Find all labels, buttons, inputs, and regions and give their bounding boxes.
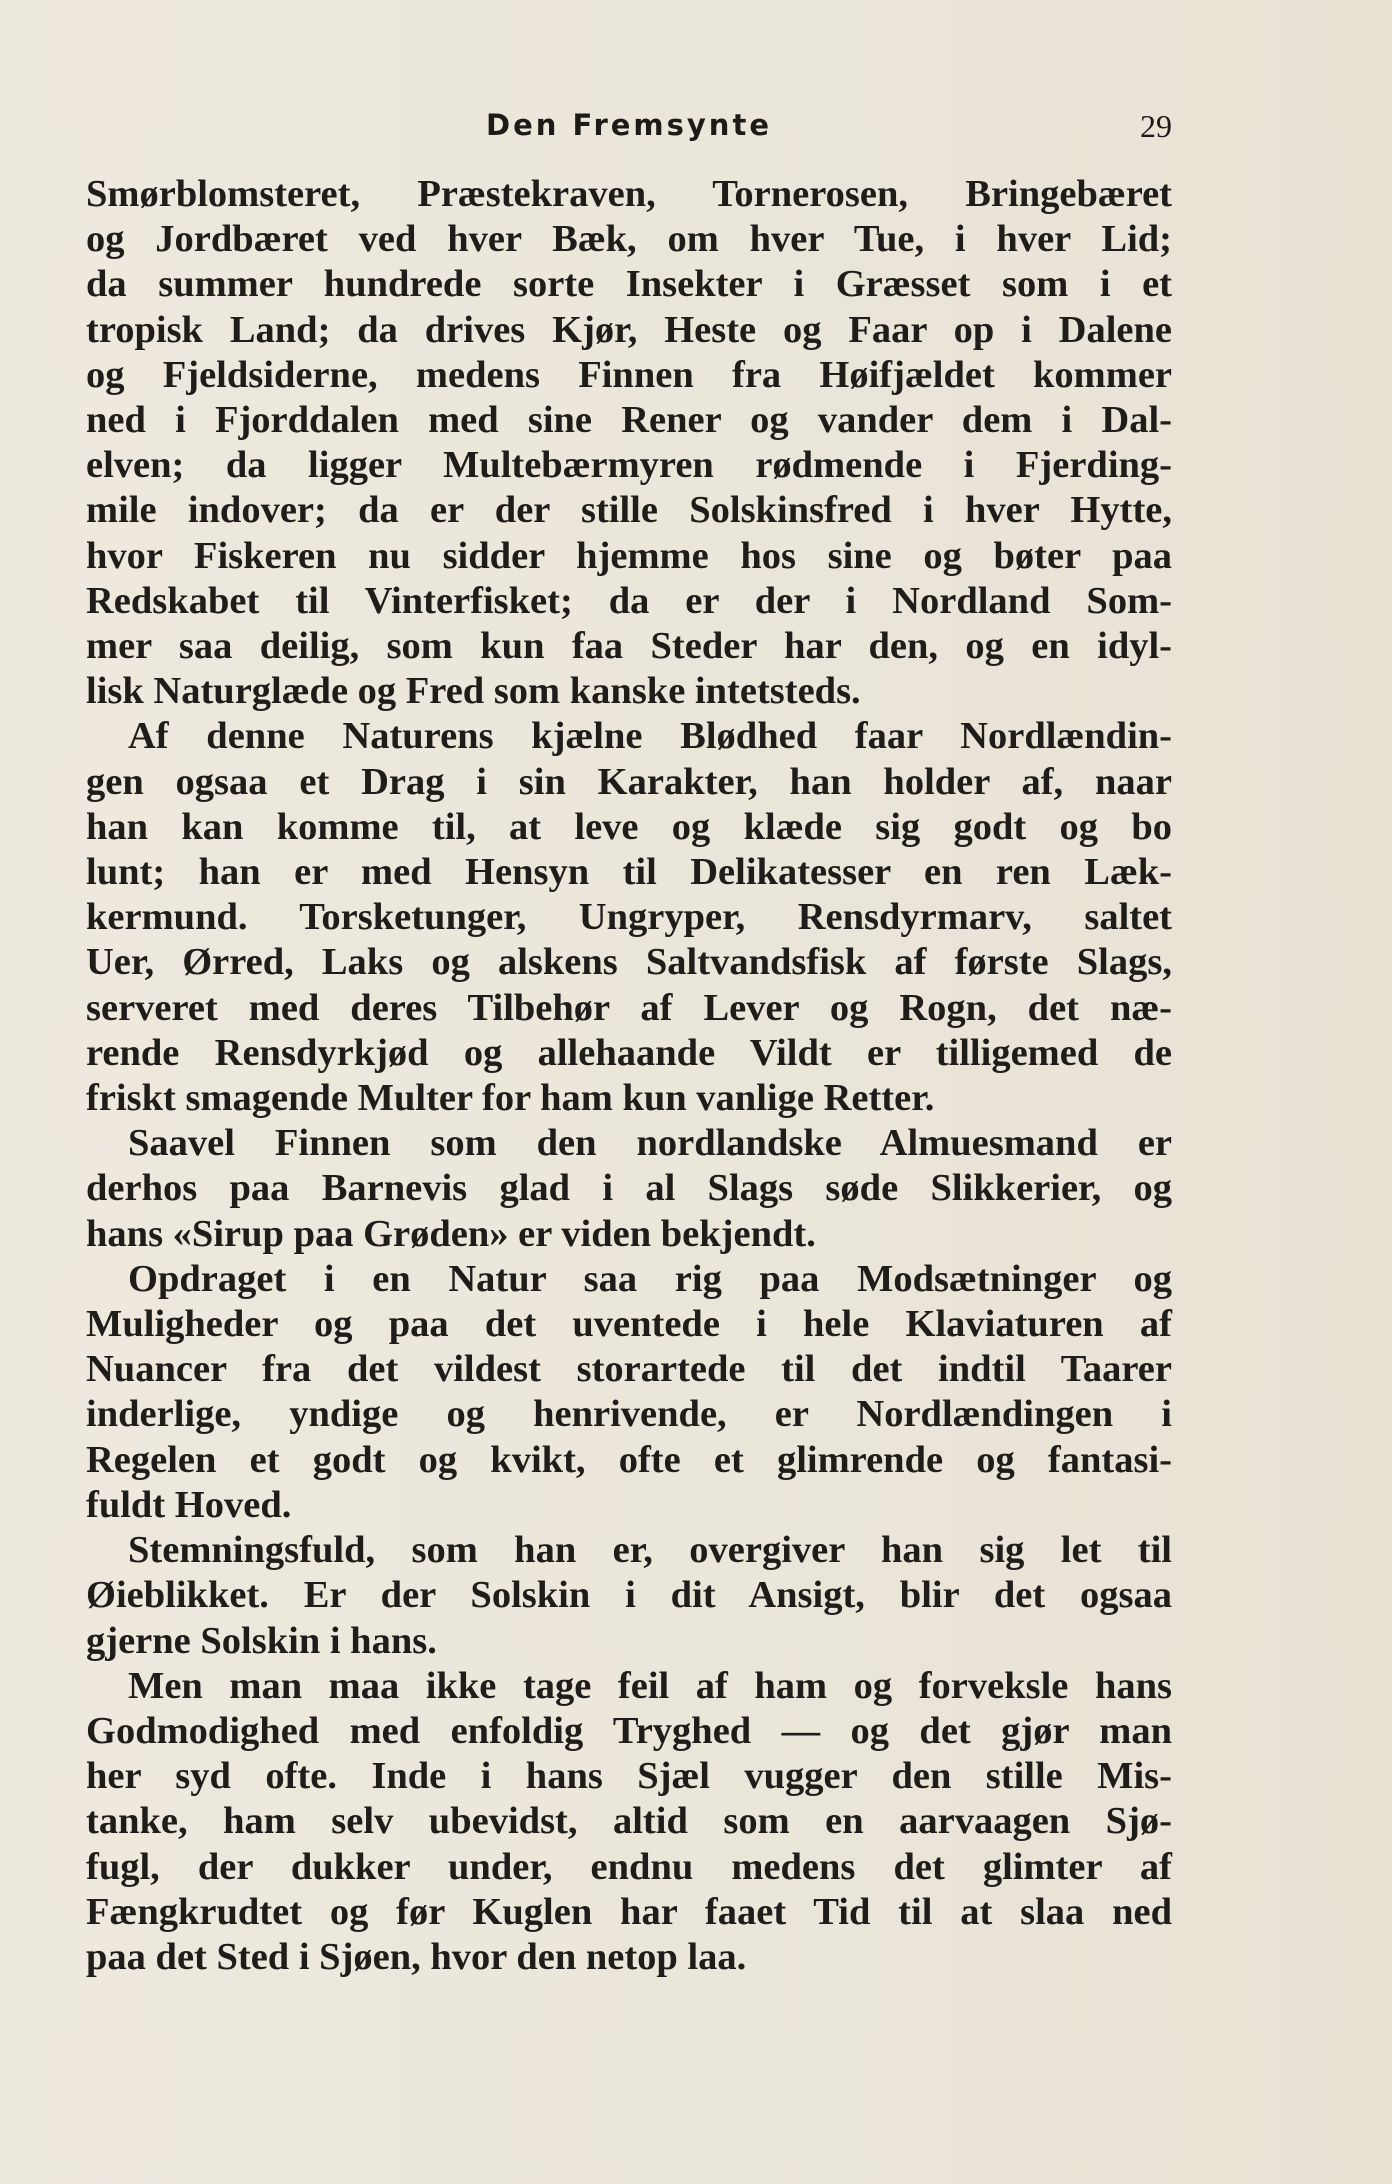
text-line: Smørblomsteret, Præstekraven, Tornerosen, Bringebæret	[86, 173, 1172, 215]
text-line: lunt; han er med Hensyn til Delikatesser en ren Læk-	[86, 851, 1172, 894]
text-line: Af denne Naturens kjælne Blødhed faar Nordlændin-	[128, 715, 1172, 758]
text-line: hvor Fiskeren nu sidder hjemme hos sine og bøter paa	[86, 534, 1172, 577]
text-line: fugl, der dukker under, endnu medens det glimter af	[86, 1845, 1172, 1888]
paragraph	[86, 1664, 1172, 1980]
text-line: og Fjeldsiderne, medens Finnen fra Høifjældet kommer	[86, 353, 1172, 396]
paragraph	[86, 172, 1172, 714]
text-line: kermund. Torsketunger, Ungryper, Rensdyrmarv, saltet	[86, 896, 1172, 939]
text-line: rende Rensdyrkjød og allehaande Vildt er tilligemed de	[86, 1031, 1172, 1074]
paragraph	[86, 714, 1172, 1121]
page-number: 29	[1140, 108, 1172, 144]
text-line: gjerne Solskin i hans.	[86, 1619, 437, 1662]
text-line: her syd ofte. Inde i hans Sjæl vugger den stille Mis-	[86, 1755, 1172, 1798]
paragraph	[86, 1528, 1172, 1664]
body-text	[86, 172, 1172, 1980]
text-line: gen ogsaa et Drag i sin Karakter, han holder af, naar	[86, 760, 1172, 803]
text-line: han kan komme til, at leve og klæde sig godt og bo	[86, 805, 1172, 848]
text-line: derhos paa Barnevis glad i al Slags søde Slikkerier, og	[86, 1167, 1172, 1210]
paragraph	[86, 1121, 1172, 1257]
paragraph	[86, 1257, 1172, 1528]
text-line: Uer, Ørred, Laks og alskens Saltvandsfisk af første Slags,	[86, 941, 1172, 984]
running-title: Den Fremsynte	[486, 108, 772, 142]
text-line: mer saa deilig, som kun faa Steder har den, og en idyl-	[86, 625, 1172, 668]
text-line: tropisk Land; da drives Kjør, Heste og Faar op i Dalene	[86, 308, 1172, 351]
text-line: elven; da ligger Multebærmyren rødmende i Fjerding-	[86, 444, 1172, 487]
text-line: Nuancer fra det vildest storartede til det indtil Taarer	[86, 1348, 1172, 1391]
text-line: friskt smagende Multer for ham kun vanlige Retter.	[86, 1077, 935, 1120]
text-line: lisk Naturglæde og Fred som kanske intetsteds.	[86, 670, 861, 713]
text-line: da summer hundrede sorte Insekter i Græsset som i et	[86, 263, 1172, 306]
text-line: fuldt Hoved.	[86, 1483, 292, 1526]
text-line: Fængkrudtet og før Kuglen har faaet Tid til at slaa ned	[86, 1890, 1172, 1933]
text-line: inderlige, yndige og henrivende, er Nordlændingen i	[86, 1393, 1172, 1436]
text-line: ned i Fjorddalen med sine Rener og vander dem i Dal-	[86, 399, 1172, 442]
running-head	[86, 108, 1172, 148]
text-line: serveret med deres Tilbehør af Lever og Rogn, det næ-	[86, 986, 1172, 1029]
text-line: og Jordbæret ved hver Bæk, om hver Tue, i hver Lid;	[86, 218, 1172, 261]
text-line: Opdraget i en Natur saa rig paa Modsætninger og	[128, 1257, 1172, 1300]
text-line: hans «Sirup paa Grøden» er viden bekjendt.	[86, 1212, 816, 1255]
text-line: Muligheder og paa det uventede i hele Klaviaturen af	[86, 1303, 1172, 1346]
text-line: Regelen et godt og kvikt, ofte et glimrende og fantasi-	[86, 1438, 1172, 1481]
text-line: Saavel Finnen som den nordlandske Almuesmand er	[128, 1122, 1172, 1165]
text-line: Øieblikket. Er der Solskin i dit Ansigt, blir det ogsaa	[86, 1574, 1172, 1617]
text-line: Stemningsfuld, som han er, overgiver han sig let til	[128, 1529, 1172, 1572]
text-line: Men man maa ikke tage feil af ham og forveksle hans	[128, 1664, 1172, 1707]
text-line: tanke, ham selv ubevidst, altid som en aarvaagen Sjø-	[86, 1800, 1172, 1843]
text-line: Redskabet til Vinterfisket; da er der i Nordland Som-	[86, 579, 1172, 622]
text-line: paa det Sted i Sjøen, hvor den netop laa.	[86, 1935, 747, 1978]
text-line: mile indover; da er der stille Solskinsfred i hver Hytte,	[86, 489, 1172, 532]
text-line: Godmodighed med enfoldig Tryghed — og det gjør man	[86, 1709, 1172, 1752]
